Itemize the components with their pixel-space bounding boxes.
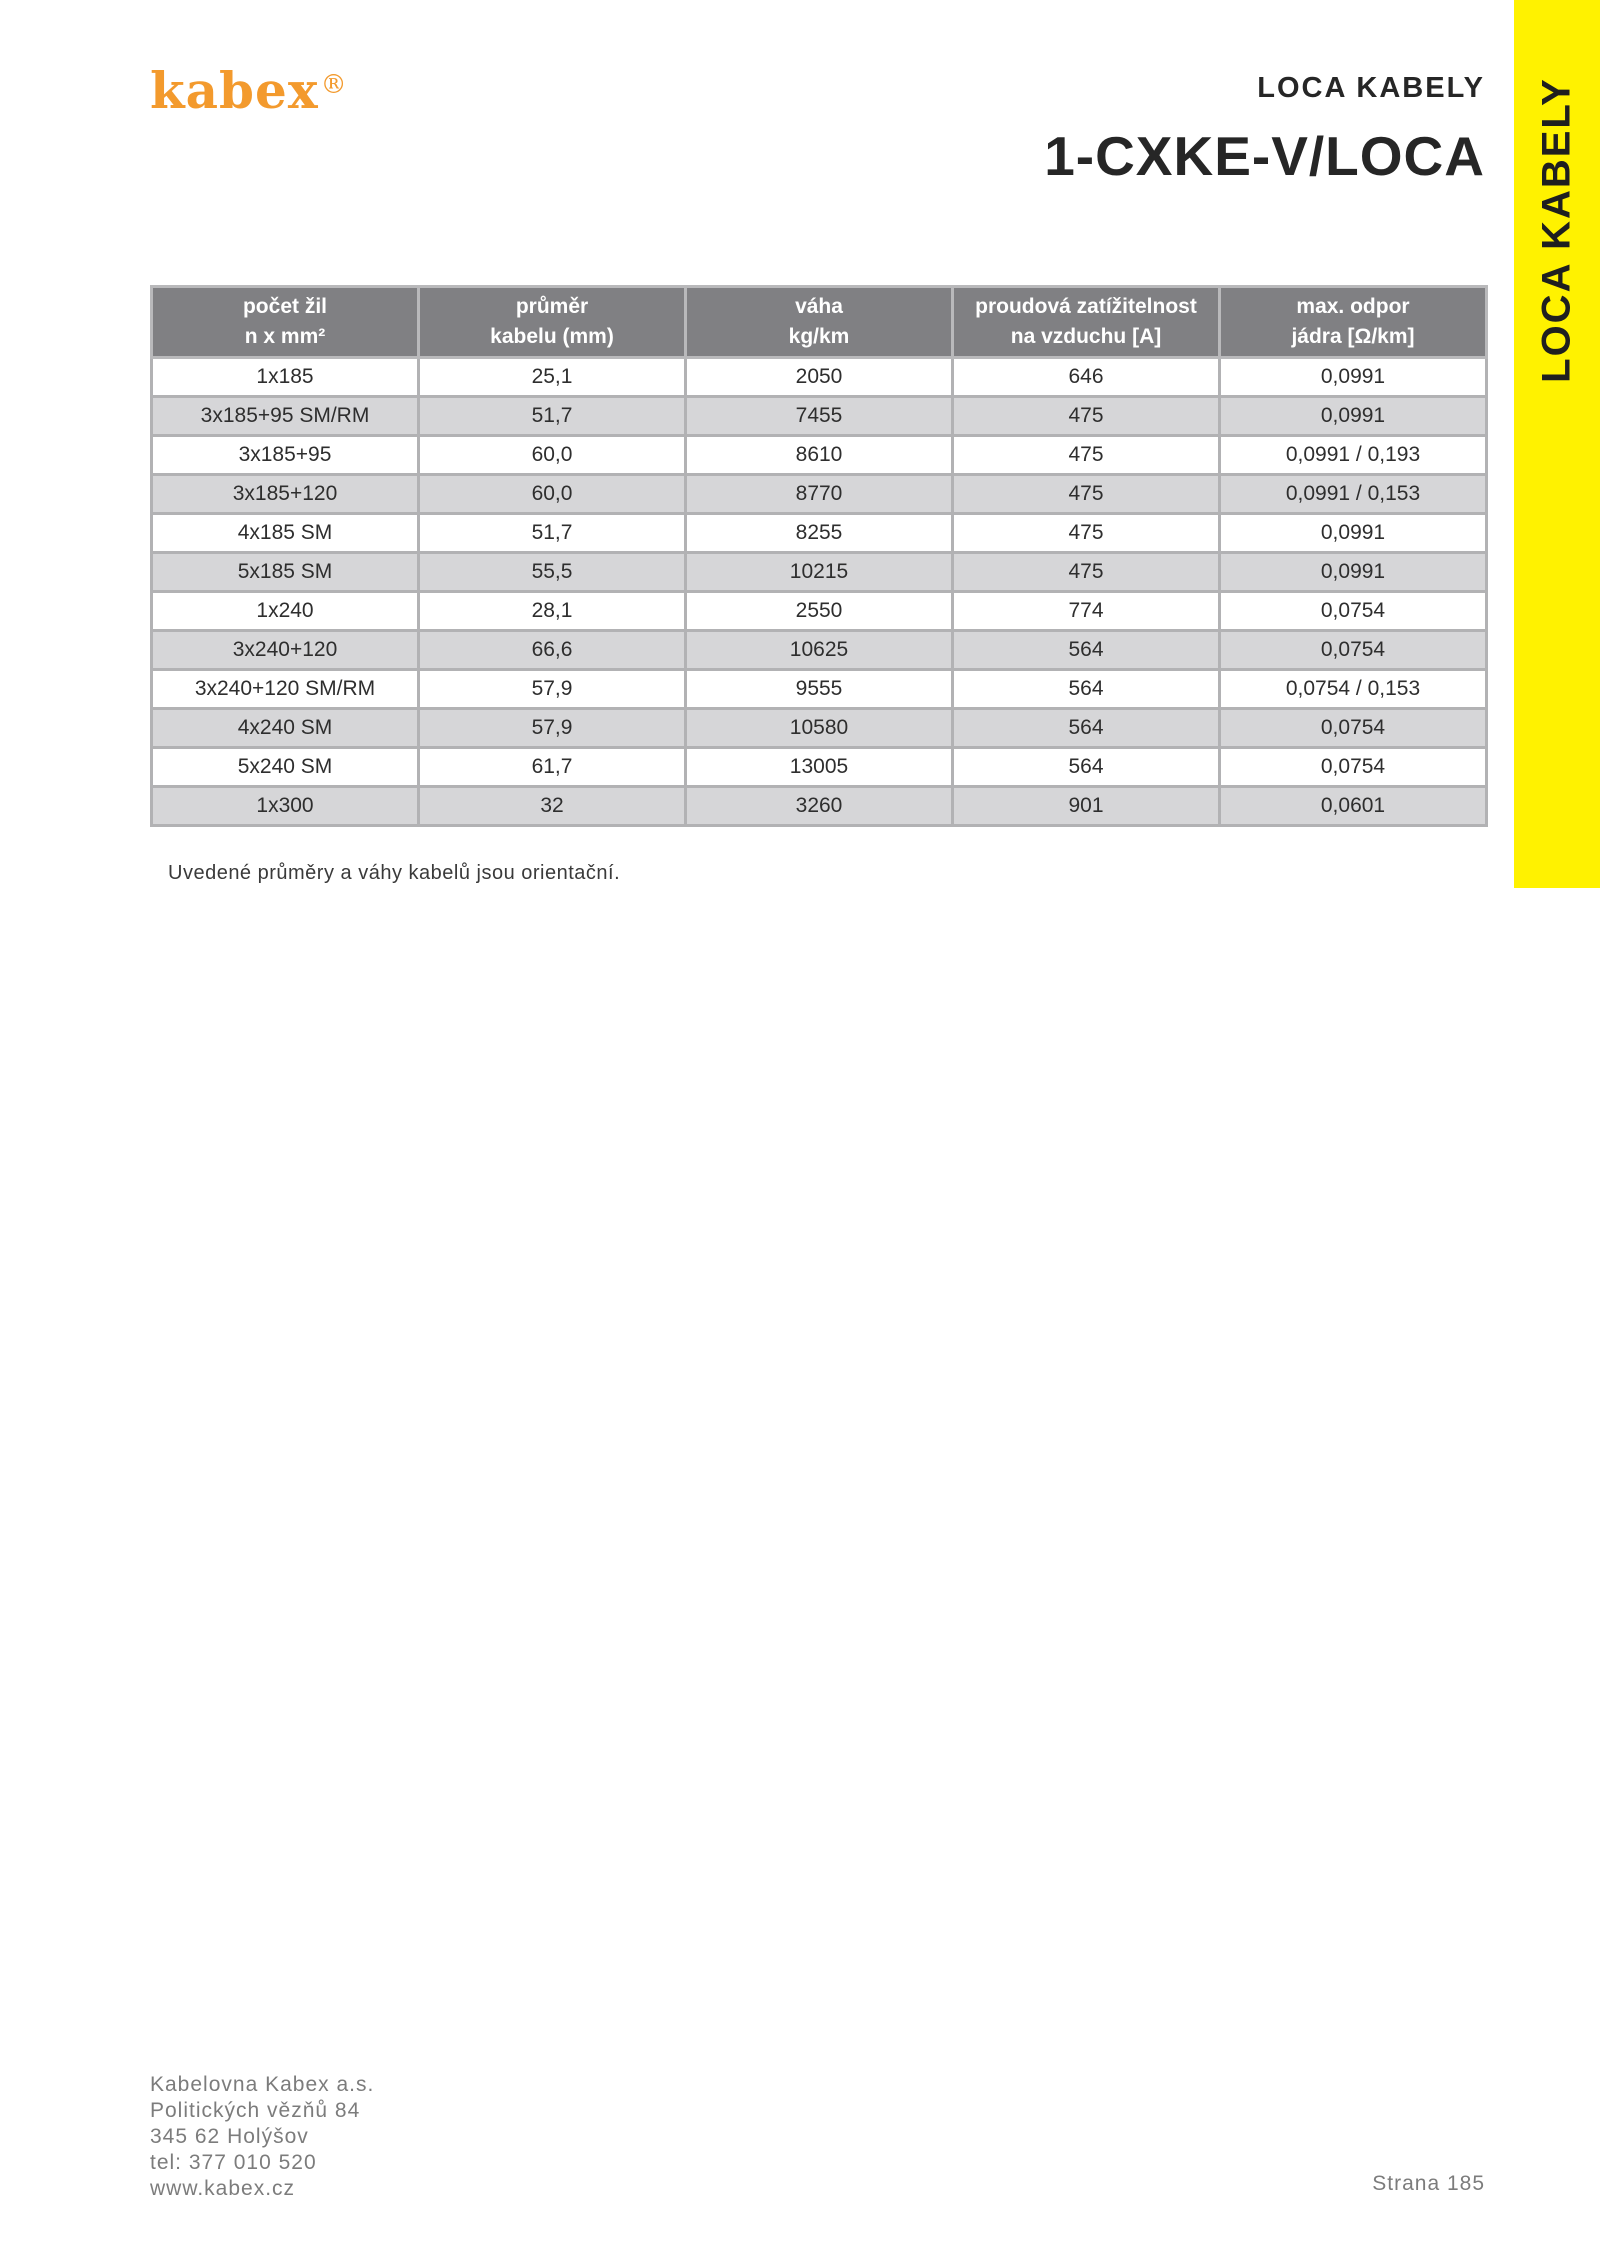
- column-header: max. odpor jádra [Ω/km]: [1220, 287, 1487, 358]
- table-cell: 66,6: [419, 631, 686, 670]
- table-cell: 32: [419, 787, 686, 826]
- table-row: [152, 358, 1487, 397]
- column-header: průměr kabelu (mm): [419, 287, 686, 358]
- street-address: Politických vězňů 84: [150, 2099, 361, 2122]
- table-cell: 564: [953, 631, 1220, 670]
- table-cell: 0,0754: [1220, 592, 1487, 631]
- table-note: Uvedené průměry a váhy kabelů jsou orientační.: [168, 862, 621, 884]
- company-name: Kabelovna Kabex a.s.: [150, 2073, 375, 2096]
- table-cell: 3260: [686, 787, 953, 826]
- table-cell: 28,1: [419, 592, 686, 631]
- table-body: [152, 358, 1487, 826]
- table-cell: 3x240+120 SM/RM: [152, 670, 419, 709]
- table-cell: 0,0601: [1220, 787, 1487, 826]
- table-cell: 10215: [686, 553, 953, 592]
- table-cell: 1x185: [152, 358, 419, 397]
- table-cell: 0,0991: [1220, 553, 1487, 592]
- table-cell: 0,0991: [1220, 358, 1487, 397]
- table-row: [152, 748, 1487, 787]
- table-cell: 0,0754 / 0,153: [1220, 670, 1487, 709]
- table-cell: 475: [953, 436, 1220, 475]
- table-cell: 2050: [686, 358, 953, 397]
- table-cell: 564: [953, 709, 1220, 748]
- logo-text: kabex: [150, 61, 319, 120]
- table-row: [152, 553, 1487, 592]
- table-row: [152, 514, 1487, 553]
- table-cell: 0,0991: [1220, 514, 1487, 553]
- table-row: [152, 670, 1487, 709]
- table-cell: 3x185+120: [152, 475, 419, 514]
- side-tab: [1514, 0, 1600, 888]
- table-cell: 51,7: [419, 514, 686, 553]
- table-cell: 0,0754: [1220, 709, 1487, 748]
- table-cell: 0,0991: [1220, 397, 1487, 436]
- table-cell: 8770: [686, 475, 953, 514]
- table-cell: 57,9: [419, 670, 686, 709]
- table-cell: 1x300: [152, 787, 419, 826]
- table-cell: 3x240+120: [152, 631, 419, 670]
- table-cell: 61,7: [419, 748, 686, 787]
- table-row: [152, 397, 1487, 436]
- table-cell: 0,0991 / 0,153: [1220, 475, 1487, 514]
- table-cell: 0,0754: [1220, 748, 1487, 787]
- phone: tel: 377 010 520: [150, 2151, 317, 2174]
- table-cell: 0,0991 / 0,193: [1220, 436, 1487, 475]
- column-header: počet žil n x mm²: [152, 287, 419, 358]
- table-cell: 564: [953, 670, 1220, 709]
- table-cell: 60,0: [419, 475, 686, 514]
- table-cell: 57,9: [419, 709, 686, 748]
- table-cell: 475: [953, 475, 1220, 514]
- table-cell: 7455: [686, 397, 953, 436]
- table-cell: 2550: [686, 592, 953, 631]
- side-tab-label: LOCA KABELY: [1534, 77, 1579, 383]
- table-cell: 0,0754: [1220, 631, 1487, 670]
- website: www.kabex.cz: [150, 2177, 296, 2200]
- table-cell: 475: [953, 553, 1220, 592]
- page-number: Strana 185: [1372, 2172, 1485, 2195]
- footer-address: [150, 2072, 374, 2202]
- table-header-row: [152, 287, 1487, 358]
- column-header: váha kg/km: [686, 287, 953, 358]
- table-cell: 1x240: [152, 592, 419, 631]
- table-row: [152, 475, 1487, 514]
- registered-mark: ®: [320, 70, 348, 100]
- table-row: [152, 709, 1487, 748]
- table-cell: 55,5: [419, 553, 686, 592]
- page-title: 1-CXKE-V/LOCA: [1044, 125, 1485, 187]
- table-cell: 3x185+95: [152, 436, 419, 475]
- table-row: [152, 631, 1487, 670]
- table-cell: 564: [953, 748, 1220, 787]
- table-cell: 10625: [686, 631, 953, 670]
- spec-table: [150, 285, 1488, 827]
- table-cell: 5x240 SM: [152, 748, 419, 787]
- table-cell: 13005: [686, 748, 953, 787]
- table-cell: 5x185 SM: [152, 553, 419, 592]
- table-cell: 646: [953, 358, 1220, 397]
- table-cell: 8255: [686, 514, 953, 553]
- postal-city: 345 62 Holýšov: [150, 2125, 309, 2148]
- table-cell: 25,1: [419, 358, 686, 397]
- table-cell: 901: [953, 787, 1220, 826]
- table-row: [152, 436, 1487, 475]
- table-cell: 9555: [686, 670, 953, 709]
- table-cell: 8610: [686, 436, 953, 475]
- table-cell: 60,0: [419, 436, 686, 475]
- table-row: [152, 787, 1487, 826]
- table-cell: 4x240 SM: [152, 709, 419, 748]
- section-label: LOCA KABELY: [1257, 72, 1485, 104]
- table-row: [152, 592, 1487, 631]
- kabex-logo: [150, 61, 348, 120]
- table-cell: 475: [953, 514, 1220, 553]
- table-cell: 774: [953, 592, 1220, 631]
- table-cell: 51,7: [419, 397, 686, 436]
- table-cell: 10580: [686, 709, 953, 748]
- table-cell: 475: [953, 397, 1220, 436]
- column-header: proudová zatížitelnost na vzduchu [A]: [953, 287, 1220, 358]
- table-cell: 3x185+95 SM/RM: [152, 397, 419, 436]
- table-cell: 4x185 SM: [152, 514, 419, 553]
